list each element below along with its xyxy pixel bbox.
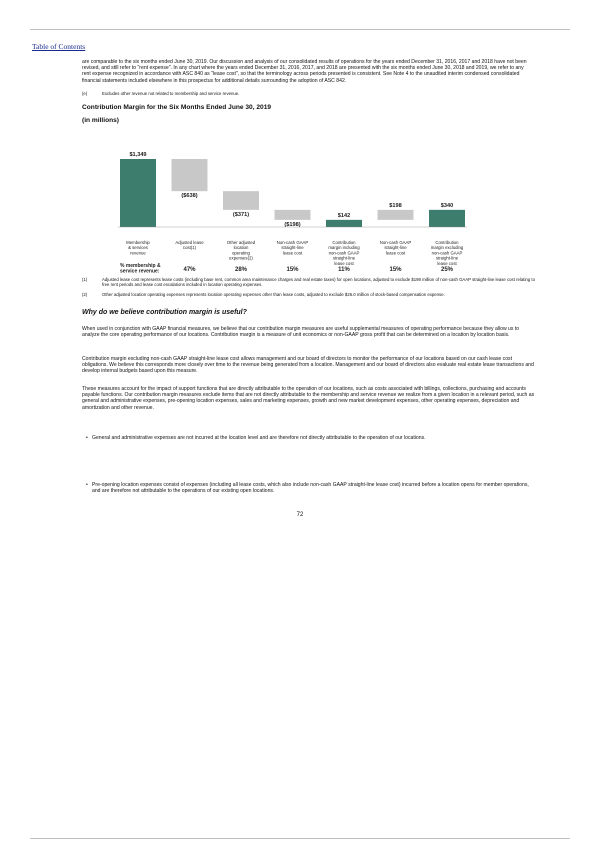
category-label-7: Contribution — [435, 240, 459, 245]
paragraph-1: When used in conjunction with GAAP financial measures, we believe that our contribution margin measures are useful supplemental measures of operating performance because they allow us to analyze the core operating performance of our locations. Contribution margin is a measure of unit economics or non-GAAP gross profit that can be determined on a location by location basis. — [82, 326, 520, 339]
category-label-5: margin including — [328, 245, 360, 251]
category-label-4: lease cost — [282, 250, 303, 256]
category-label-3: expenses(2) — [229, 255, 253, 261]
pct-value-2: 28% — [234, 267, 248, 273]
waterfall-bar-7 — [429, 210, 465, 227]
pct-value-4: 11% — [338, 267, 350, 273]
pct-value-1: 47% — [183, 267, 196, 273]
pct-value-3: 15% — [286, 267, 299, 273]
page-number: 72 — [296, 512, 304, 518]
value-label-1: $1,349 — [129, 152, 147, 158]
value-label-4: ($198) — [284, 221, 301, 228]
pct-row-label: % membership & — [120, 263, 161, 269]
waterfall-bar-6 — [378, 210, 414, 220]
value-label-2: ($638) — [181, 193, 198, 200]
paragraph-3: These measures account for the impact of support functions that are directly attributable to the operation of our locations, such as costs associated with billings, collections, purchasing and accounts payable functions. Our contribution margin measures exclude items that are not directly attributable to the membership and service revenue we realize from a given location in a relevant period, such as general and administrative expenses, pre-opening location expenses, sales and marketing expenses, growth and new market development expenses, other operating expenses, depreciation and amortization and other revenue. — [82, 386, 535, 411]
category-label-1: & services — [128, 245, 148, 251]
bottom-rule — [30, 838, 570, 839]
note-e-number: (e) — [82, 91, 88, 96]
bullet-item-1 — [86, 435, 532, 441]
category-label-2: Adjusted lease — [175, 240, 204, 245]
bullet-item-2 — [86, 482, 532, 495]
category-label-1: revenue — [130, 250, 146, 256]
category-label-5: Contribution — [332, 240, 356, 245]
bullet-marker: • — [86, 482, 88, 488]
category-label-7: lease cost — [437, 260, 457, 266]
footnote-2-number: (2) — [82, 292, 88, 297]
chart-heading: Contribution Margin for the Six Months Ended June 30, 2019 — [82, 104, 272, 111]
value-label-3: ($371) — [232, 211, 250, 218]
waterfall-bar-1 — [120, 159, 156, 227]
category-label-7: margin excluding — [430, 245, 464, 251]
note-e-text: Excludes other revenue not related to membership and service revenue. — [102, 91, 240, 96]
category-label-2: cost(1) — [182, 245, 197, 251]
category-label-4: Non-cash GAAP — [276, 240, 309, 245]
waterfall-bar-3 — [223, 191, 259, 210]
bullet-text: Pre-opening location expenses consist of expenses (including all lease costs, which also include non-cash GAAP straight-line lease cost) incurred before a location opens for member operations, and are therefore not attributable to the operations of our existing open locations. — [92, 482, 529, 495]
contribution-margin-chart — [0, 130, 600, 280]
waterfall-bar-4 — [275, 210, 311, 220]
waterfall-bar-2 — [172, 159, 208, 191]
intro-paragraph: are comparable to the six months ended June 30, 2019. Our discussion and analysis of our consolidated results of operations for the years ended December 31, 2016, 2017 and 2018 have not been revised, and still refer to "rent expense". In any chart where the years ended December 31, 2016, 2017, and 2018 are presented with the six months ended June 30, 2018 and 2019, we refer to any rent expense recognized in accordance with ASC 840 as "lease cost", so that the terminology across periods presented is consistent. See Note 4 to the unaudited interim condensed consolidated financial statements included elsewhere in this prospectus for additional details surrounding the adoption of ASC 842. — [82, 59, 527, 84]
category-label-5: non-cash GAAP — [328, 250, 360, 256]
footnote-1-text: Adjusted lease cost represents lease costs (including base rent, common area maintenance charges and real estate taxes) for open locations, adjusted to exclude $198 million of non-cash GAAP straight-line lease cost relating to free rent periods and lease cost escalations included in location operating expenses. — [102, 277, 535, 288]
paragraph-2: Contribution margin excluding non-cash GAAP straight-line lease cost allows management and our board of directors to monitor the performance of our locations based on our cash lease cost obligations. We believe this corresponds more closely over time to the revenue being generated from a location. Management and our board of directors also evaluate real estate lease transactions and develop internal budgets based upon this measure. — [82, 356, 534, 375]
category-label-5: straight-line — [332, 255, 356, 261]
footnote-2-text: Other adjusted location operating expenses represents location operating expenses other than lease costs, adjusted to exclude $26.0 million of stock-based compensation expense. — [102, 292, 445, 297]
waterfall-bar-5 — [326, 220, 362, 227]
category-label-1: Membership — [126, 240, 150, 245]
value-label-6: $198 — [389, 202, 402, 209]
category-label-6: straight-line — [384, 245, 407, 251]
top-rule — [30, 29, 570, 30]
category-label-6: Non-cash GAAP — [379, 240, 412, 245]
category-label-4: straight-line — [281, 245, 304, 251]
category-label-3: Other adjusted — [226, 240, 256, 245]
category-label-5: lease cost — [334, 260, 354, 266]
value-label-5: $142 — [337, 212, 351, 219]
why-heading: Why do we believe contribution margin is useful? — [82, 309, 247, 316]
table-of-contents-link[interactable]: Table of Contents — [32, 42, 86, 51]
value-label-7: $340 — [440, 202, 454, 209]
pct-value-6: 25% — [440, 267, 454, 273]
pct-value-5: 15% — [389, 267, 402, 273]
bullet-marker: • — [86, 435, 88, 441]
category-label-3: operating — [232, 250, 250, 256]
category-label-7: straight-line — [435, 255, 459, 261]
pct-row-label: service revenue: — [120, 268, 160, 275]
bullet-text: General and administrative expenses are not incurred at the location level and are therefore not directly attributable to the operation of our locations. — [92, 435, 426, 441]
category-label-6: lease cost — [385, 250, 406, 256]
category-label-7: non-cash GAAP — [431, 250, 463, 256]
chart-subheading: (in millions) — [82, 117, 119, 124]
footnote-1-number: (1) — [82, 277, 88, 282]
category-label-3: location — [233, 245, 249, 251]
